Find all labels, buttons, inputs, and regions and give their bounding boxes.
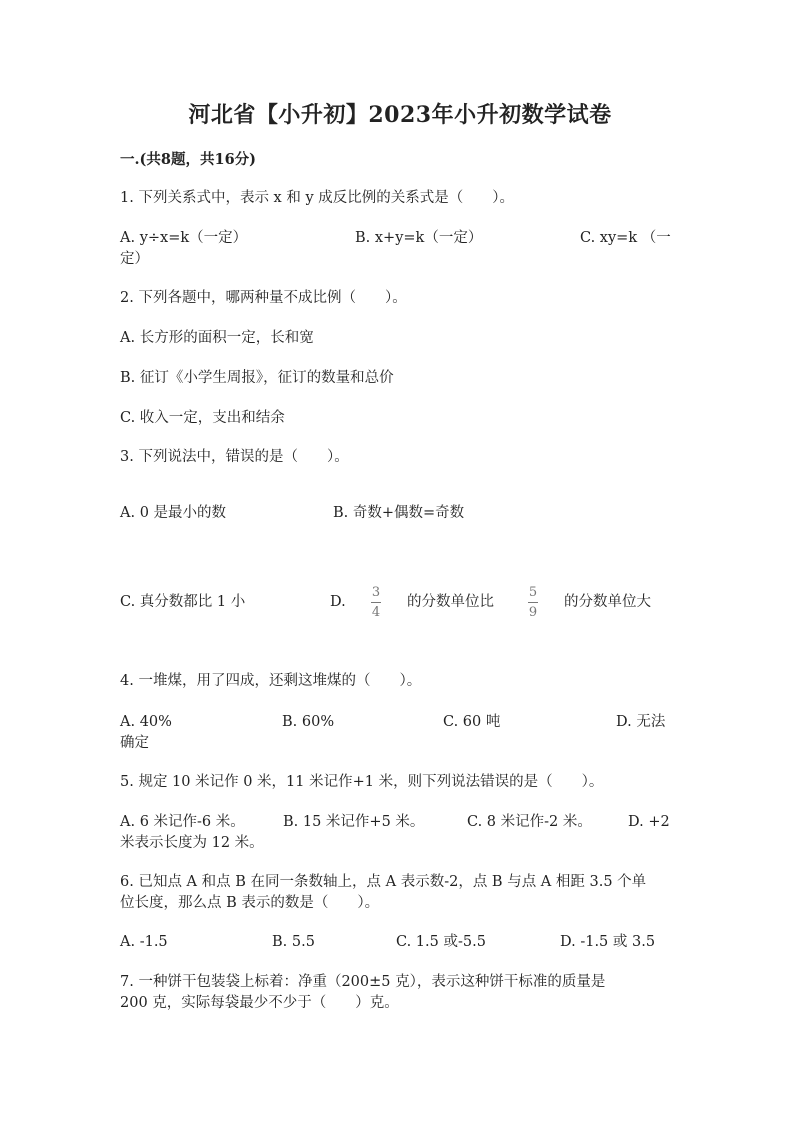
fraction-numerator: 5 [528,585,538,600]
question-2-option-b: B. 征订《小学生周报》，征订的数量和总价 [120,370,394,386]
question-6-stem-line-2: 位长度，那么点 B 表示的数是（ ）。 [120,895,380,911]
question-4-option-d-wrap: 确定 [120,735,149,751]
question-5-option-d-wrap: 米表示长度为 12 米。 [120,835,264,851]
question-6-option-a: A. -1.5 [120,934,168,950]
fraction-denominator: 4 [371,605,381,620]
question-3-option-d-label: D. [330,594,346,610]
question-4-option-a: A. 40% [120,714,172,730]
fraction-three-quarters [369,585,383,620]
question-3-option-d-middle: 的分数单位比 [407,594,494,610]
question-2-option-a: A. 长方形的面积一定，长和宽 [120,330,314,346]
question-4-stem: 4. 一堆煤，用了四成，还剩这堆煤的（ ）。 [120,673,422,689]
question-3-stem: 3. 下列说法中，错误的是（ ）。 [120,449,349,465]
question-6-option-d: D. -1.5 或 3.5 [560,934,656,950]
question-7-stem-line-2: 200 克，实际每袋最少不少于（ ）克。 [120,995,399,1011]
question-1-option-c: C. xy=k （一 [580,230,671,246]
question-5-option-c: C. 8 米记作-2 米。 [467,814,592,830]
question-2-stem: 2. 下列各题中，哪两种量不成比例（ ）。 [120,290,407,306]
section-heading: 一.(共8题，共16分) [120,151,257,168]
question-7-stem-line-1: 7. 一种饼干包装袋上标着：净重（200±5 克），表示这种饼干标准的质量是 [120,974,606,990]
question-5-option-d: D. +2 [628,814,670,830]
fraction-denominator: 9 [528,605,538,620]
question-3-option-a: A. 0 是最小的数 [120,505,227,521]
question-6-stem-line-1: 6. 已知点 A 和点 B 在同一条数轴上，点 A 表示数-2，点 B 与点 A 相距 3.5 个单 [120,874,647,890]
fraction-numerator: 3 [371,585,381,600]
question-4-option-d: D. 无法 [616,714,666,730]
question-1-option-b: B. x+y=k（一定） [355,230,483,246]
question-3-option-d-suffix: 的分数单位大 [564,594,651,610]
question-1-option-a: A. y÷x=k（一定） [120,230,248,246]
question-4-option-b: B. 60% [282,714,335,730]
question-1-stem: 1. 下列关系式中，表示 x 和 y 成反比例的关系式是（ ）。 [120,190,514,206]
question-6-option-c: C. 1.5 或-5.5 [396,934,486,950]
question-5-option-a: A. 6 米记作-6 米。 [120,814,245,830]
question-2-option-c: C. 收入一定，支出和结余 [120,410,285,426]
question-4-option-c: C. 60 吨 [443,714,501,730]
exam-title: 河北省【小升初】2023年小升初数学试卷 [188,102,612,128]
question-3-option-c: C. 真分数都比 1 小 [120,594,246,610]
question-5-option-b: B. 15 米记作+5 米。 [283,814,425,830]
question-6-option-b: B. 5.5 [272,934,315,950]
question-5-stem: 5. 规定 10 米记作 0 米，11 米记作+1 米，则下列说法错误的是（ ）。 [120,774,604,790]
fraction-five-ninths [526,585,540,620]
fraction-bar [371,602,381,603]
question-1-option-c-wrap: 定） [120,251,149,267]
question-3-option-b: B. 奇数+偶数=奇数 [333,505,465,521]
fraction-bar [528,602,538,603]
